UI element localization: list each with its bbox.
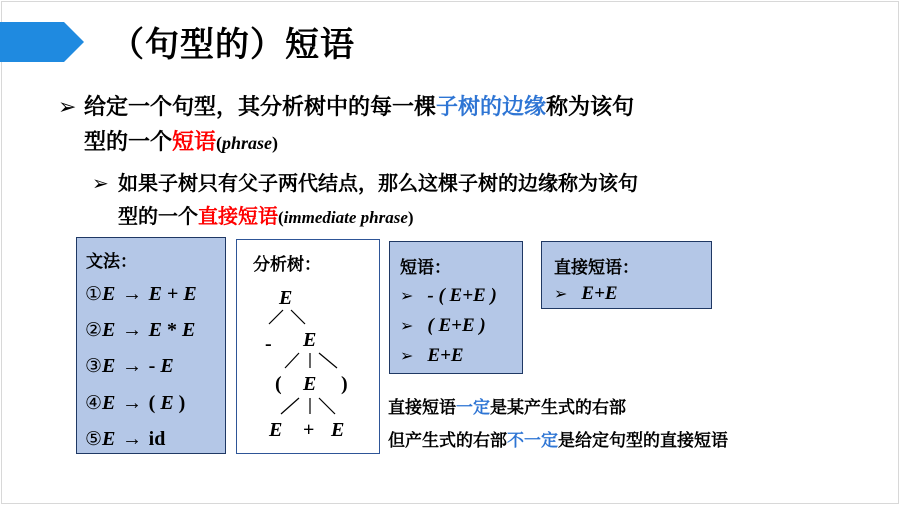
grammar-rule: ③E → - E xyxy=(85,355,174,377)
bullet-level1-line2: 型的一个短语(phrase) xyxy=(84,130,279,155)
bullet-level1-line1 xyxy=(58,90,634,121)
phrase-item: ➢ - ( E+E ) xyxy=(400,285,497,306)
bullet1-line2-prefix: 型的一个 xyxy=(84,130,173,155)
grammar-rule: ④E → ( E ) xyxy=(85,392,186,414)
tree-edges xyxy=(269,310,337,414)
bullet-arrow-icon: ➢ xyxy=(92,171,109,195)
bullet2-term: 直接短语 xyxy=(198,204,278,228)
tree-node-e1: E xyxy=(303,329,317,351)
parse-tree-title: 分析树： xyxy=(253,255,321,275)
direct-phrase-item: ➢ E+E xyxy=(554,283,618,304)
bullet2-text-a: 如果子树只有父子两代结点，那么这棵子树的边缘称为该句 xyxy=(118,171,638,195)
title-accent-arrow xyxy=(0,22,84,62)
phrase-box xyxy=(389,241,523,374)
note-line-2: 但产生式的右部不一定是给定句型的直接短语 xyxy=(388,431,728,451)
bullet-level2-line1 xyxy=(92,167,638,196)
parse-tree-box xyxy=(236,239,380,454)
bullet2-term-en: immediate phrase xyxy=(283,208,408,227)
grammar-rule: ②E → E * E xyxy=(85,319,196,341)
grammar-box xyxy=(76,237,226,454)
bullet-arrow-icon: ➢ xyxy=(58,95,77,120)
phrase-item: ➢ ( E+E ) xyxy=(400,315,486,336)
tree-node-lparen: ( xyxy=(275,373,282,395)
tree-node-e4: E xyxy=(331,419,345,441)
tree-node-plus: + xyxy=(303,419,315,441)
tree-node-minus: - xyxy=(265,333,272,355)
parse-tree xyxy=(237,240,381,455)
tree-node-rparen: ) xyxy=(341,373,348,395)
bullet1-term-en: phrase xyxy=(222,133,273,153)
bullet1-term: 短语 xyxy=(172,130,217,155)
slide-title: （句型的）短语 xyxy=(110,25,355,65)
phrase-title: 短语： xyxy=(400,258,451,278)
grammar-rule: ⑤E → id xyxy=(85,428,166,450)
bullet-level2-line2: 型的一个直接短语(immediate phrase) xyxy=(118,204,414,228)
grammar-rule: ①E → E + E xyxy=(85,283,197,305)
note-line-1: 直接短语一定是某产生式的右部 xyxy=(388,398,626,418)
tree-node-e3: E xyxy=(269,419,283,441)
direct-phrase-box xyxy=(541,241,712,309)
bullet1-highlight: 子树的边缘 xyxy=(436,95,547,120)
tree-node-e2: E xyxy=(303,373,317,395)
phrase-item: ➢ E+E xyxy=(400,345,464,366)
tree-node-root: E xyxy=(279,287,293,309)
direct-phrase-title: 直接短语： xyxy=(554,258,639,278)
bullet2-line2-prefix: 型的一个 xyxy=(118,204,198,228)
bullet1-text-b: 称为该句 xyxy=(546,95,635,120)
grammar-title: 文法： xyxy=(86,252,137,272)
bullet1-text-a: 给定一个句型，其分析树中的每一棵 xyxy=(84,95,437,120)
